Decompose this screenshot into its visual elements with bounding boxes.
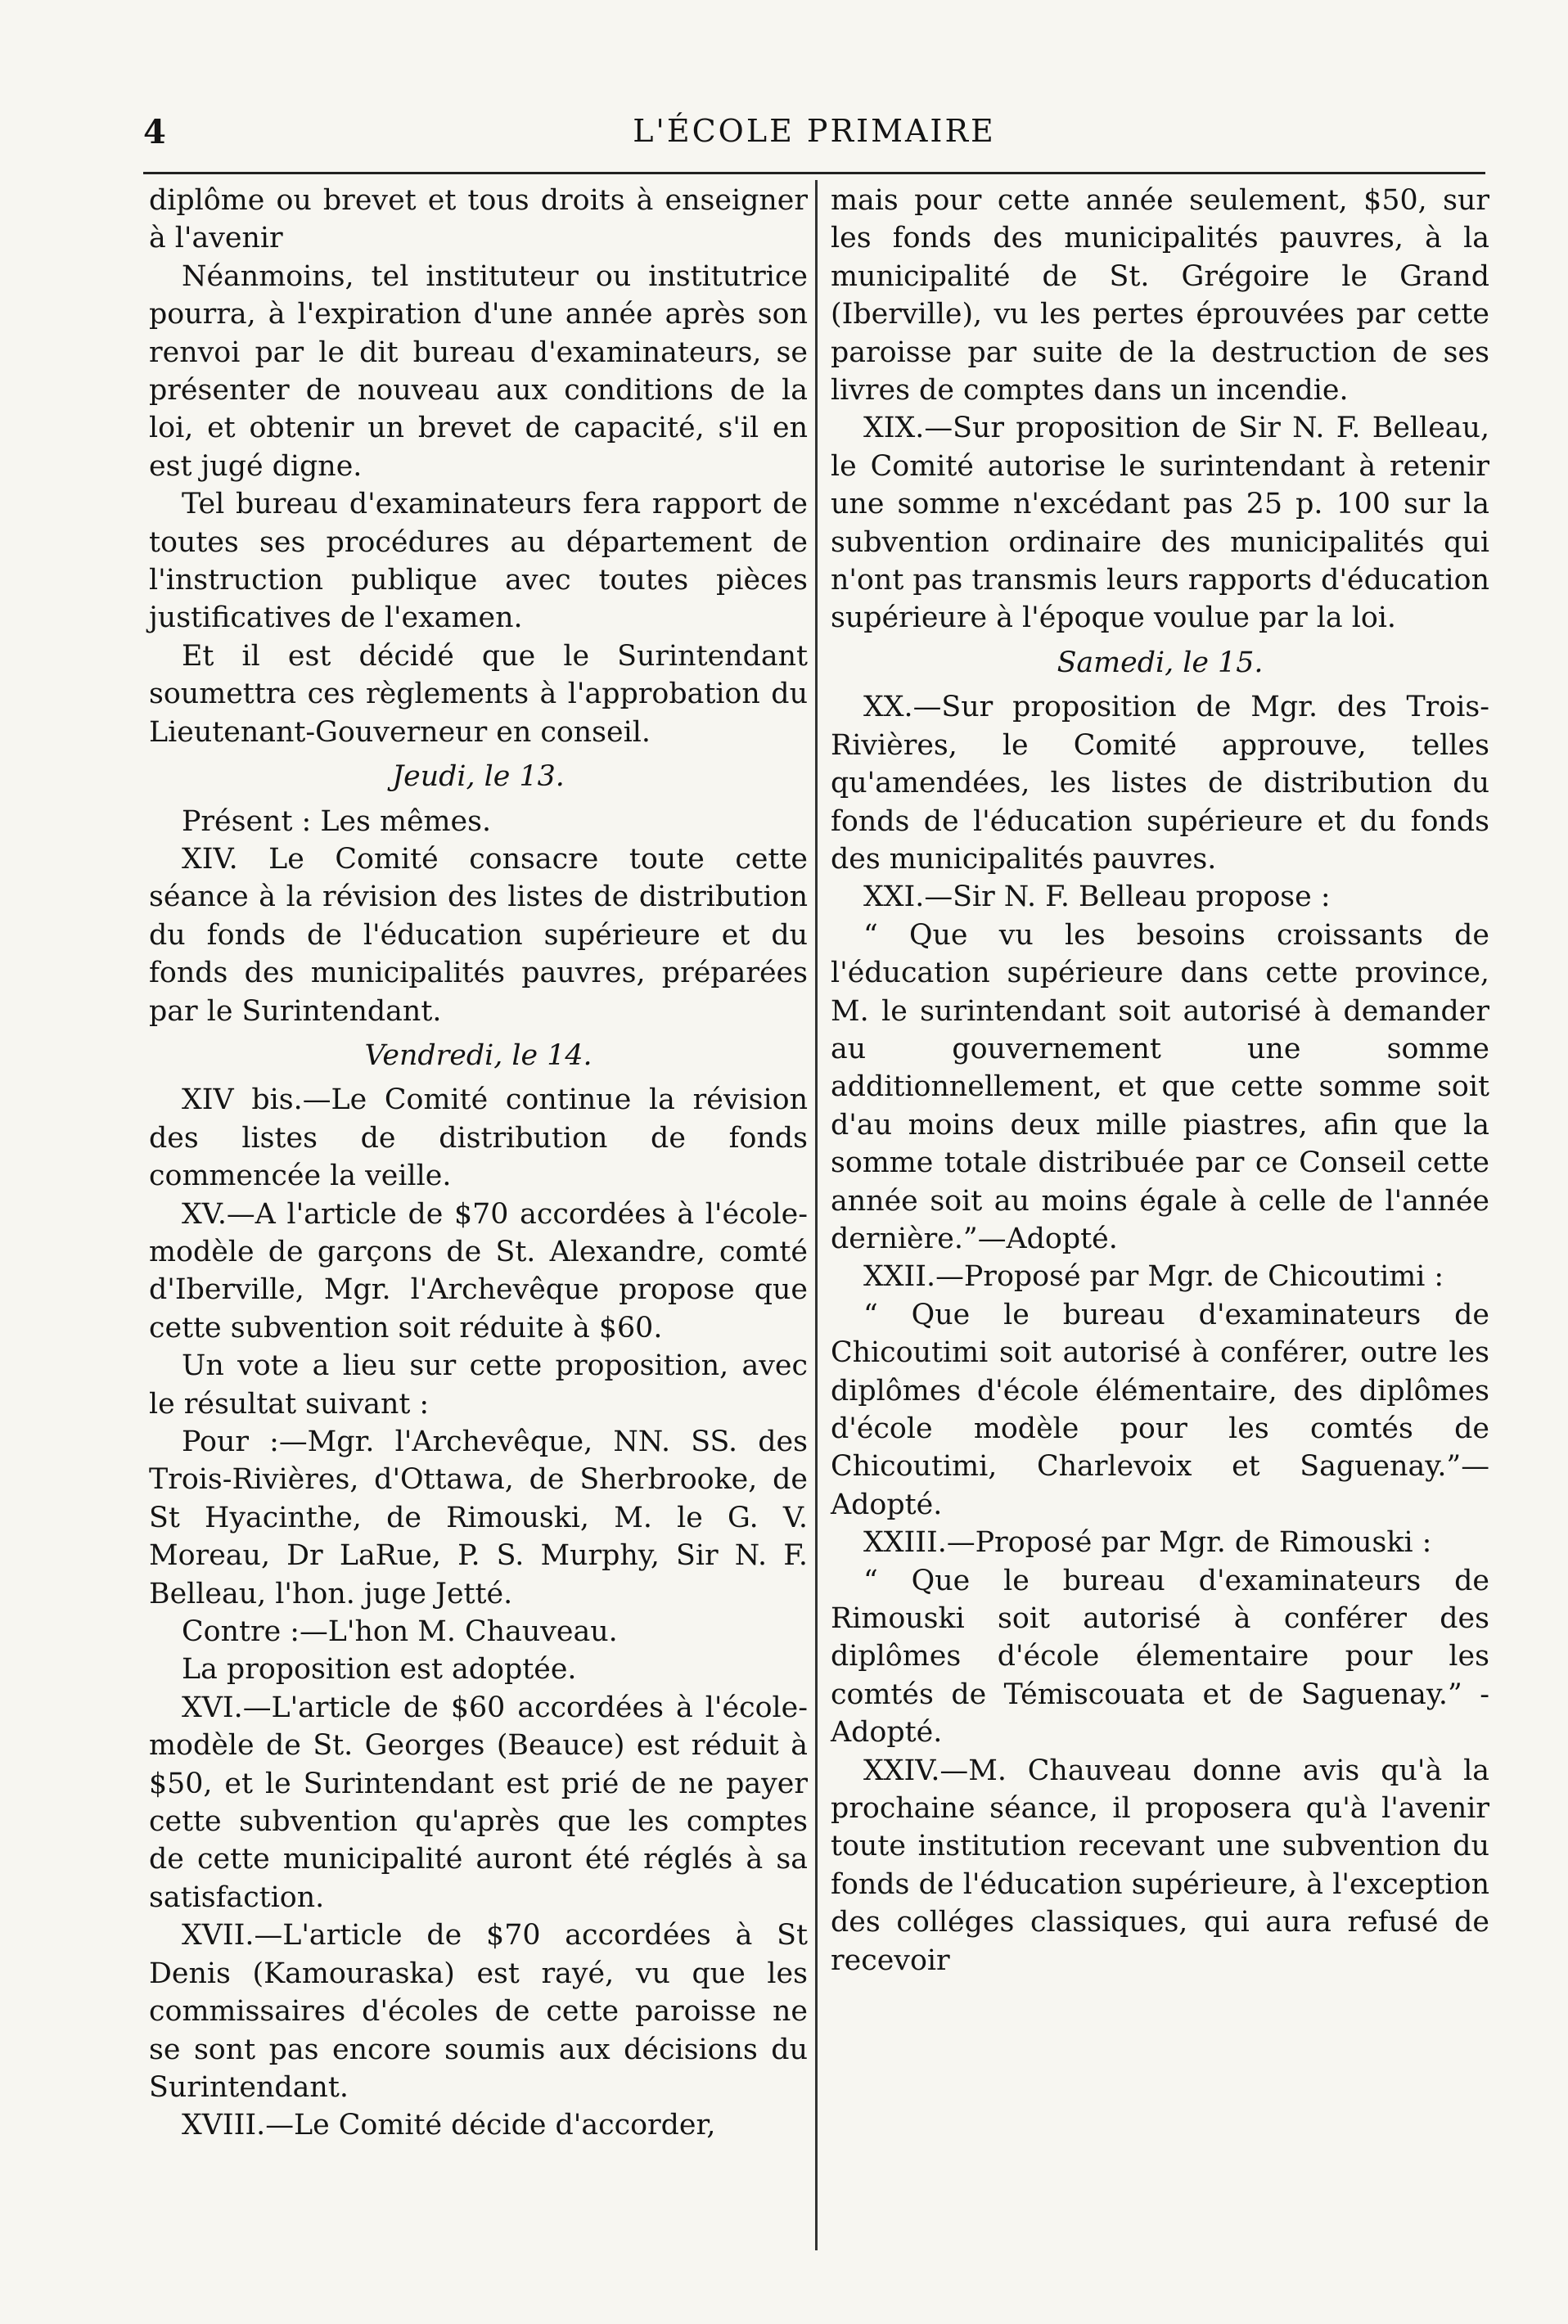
resolution-xxiii: XXIII.—Proposé par Mgr. de Rimouski : xyxy=(863,1526,1432,1560)
resolution-xiv-bis: XIV bis.—Le Comité continue la révision des listes de distribution de fonds commencée la veille. xyxy=(149,1083,808,1193)
vote-pour: Pour :—Mgr. l'Archevêque, NN. SS. des Trois-Rivières, d'Ottawa, de Sherbrooke, de St Hyacinthe, de Rimouski, M. le G. V. Moreau, Dr LaRue, P. S. Murphy, Sir N. F. Belleau, l'hon. juge Jetté. xyxy=(149,1425,808,1610)
resolution-xvii: XVII.—L'article de $70 accordées à St Denis (Kamouraska) est rayé, vu que les commissaires d'écoles de cette paroisse ne se sont pas encore soumis aux décisions du Surintendant. xyxy=(149,1919,808,2104)
column-divider xyxy=(815,180,818,2250)
paragraph: Tel bureau d'examinateurs fera rapport de toutes ses procédures au département de l'instruction publique avec toutes pièces justificatives de l'examen. xyxy=(149,488,808,635)
quote: “ Que le bureau d'examinateurs de Rimouski soit autorisé à conférer des diplômes d'école élementaire pour les comtés de Témiscouata et de Saguenay.” - Adopté. xyxy=(831,1564,1489,1750)
paragraph: Un vote a lieu sur cette proposition, avec le résultat suivant : xyxy=(149,1349,808,1421)
resolution-xviii: XVIII.—Le Comité décide d'accorder, xyxy=(182,2109,716,2142)
resolution-xxi: XXI.—Sir N. F. Belleau propose : xyxy=(863,881,1331,914)
paragraph: diplôme ou brevet et tous droits à enseigner à l'avenir xyxy=(149,184,808,255)
header-rule xyxy=(143,172,1485,174)
resolution-xiv: XIV. Le Comité consacre toute cette séance à la révision des listes de distribution du fonds de l'éducation supérieure et du fonds des municipalités pauvres, préparées par le Surintendant. xyxy=(149,842,808,1028)
resolution-xvi: XVI.—L'article de $60 accordées à l'école-modèle de St. Georges (Beauce) est réduit à $50, et le Surintendant est prié de ne payer cette subvention qu'après que les comptes de cette municipalité auront été réglés à sa satisfaction. xyxy=(149,1691,808,1914)
date-heading: Samedi, le 15. xyxy=(1057,646,1264,679)
date-heading: Vendredi, le 14. xyxy=(364,1038,593,1072)
resolution-xxii: XXII.—Proposé par Mgr. de Chicoutimi : xyxy=(863,1260,1444,1294)
left-column xyxy=(149,182,808,2145)
vote-contre: Contre :—L'hon M. Chauveau. xyxy=(182,1615,618,1649)
paragraph: Et il est décidé que le Surintendant soumettra ces règlements à l'approbation du Lieutenant-Gouverneur en conseil. xyxy=(149,639,808,749)
paragraph: Présent : Les mêmes. xyxy=(182,804,492,838)
resolution-xix: XIX.—Sur proposition de Sir N. F. Belleau, le Comité autorise le surintendant à retenir une somme n'excédant pas 25 p. 100 sur la subvention ordinaire des municipalités qui n'ont pas transmis leurs rapports d'éducation supérieure à l'époque voulue par la loi. xyxy=(831,412,1489,635)
date-heading: Jeudi, le 13. xyxy=(392,760,565,794)
resolution-xx: XX.—Sur proposition de Mgr. des Trois-Rivières, le Comité approuve, telles qu'amendées, les listes de distribution du fonds de l'éducation supérieure et du fonds des municipalités pauvres. xyxy=(831,691,1489,876)
quote: “ Que vu les besoins croissants de l'éducation supérieure dans cette province, M. le surintendant soit autorisé à demander au gouvernement une somme additionnellement, et que cette somme soit d'au moins deux mille piastres, afin que la somme totale distribuée par ce Conseil cette année soit au moins égale à celle de l'année dernière.”—Adopté. xyxy=(831,918,1489,1255)
paragraph: La proposition est adoptée. xyxy=(182,1653,577,1687)
quote: “ Que le bureau d'examinateurs de Chicoutimi soit autorisé à conférer, outre les diplômes d'école élémentaire, des diplômes d'école modèle pour les comtés de Chicoutimi, Charlevoix et Saguenay.”—Adopté. xyxy=(831,1298,1489,1521)
page-header xyxy=(143,113,1485,154)
resolution-xv: XV.—A l'article de $70 accordées à l'école-modèle de garçons de St. Alexandre, comté d'Iberville, Mgr. l'Archevêque propose que cette subvention soit réduite à $60. xyxy=(149,1197,808,1344)
running-title: L'ÉCOLE PRIMAIRE xyxy=(633,113,996,149)
paragraph: mais pour cette année seulement, $50, sur les fonds des municipalités pauvres, à la municipalité de St. Grégoire le Grand (Iberville), vu les pertes éprouvées par cette paroisse par suite de la destruction de ses livres de comptes dans un incendie. xyxy=(831,184,1489,408)
right-column xyxy=(831,182,1489,1979)
paragraph: Néanmoins, tel instituteur ou institutrice pourra, à l'expiration d'une année après son renvoi par le dit bureau d'examinateurs, se présenter de nouveau aux conditions de la loi, et obtenir un brevet de capacité, s'il en est jugé digne. xyxy=(149,259,808,483)
resolution-xxiv: XXIV.—M. Chauveau donne avis qu'à la prochaine séance, il proposera qu'à l'avenir toute institution recevant une subvention du fonds de l'éducation supérieure, à l'exception des colléges classiques, qui aura refusé de recevoir xyxy=(831,1754,1489,1977)
page-number: 4 xyxy=(143,113,166,151)
